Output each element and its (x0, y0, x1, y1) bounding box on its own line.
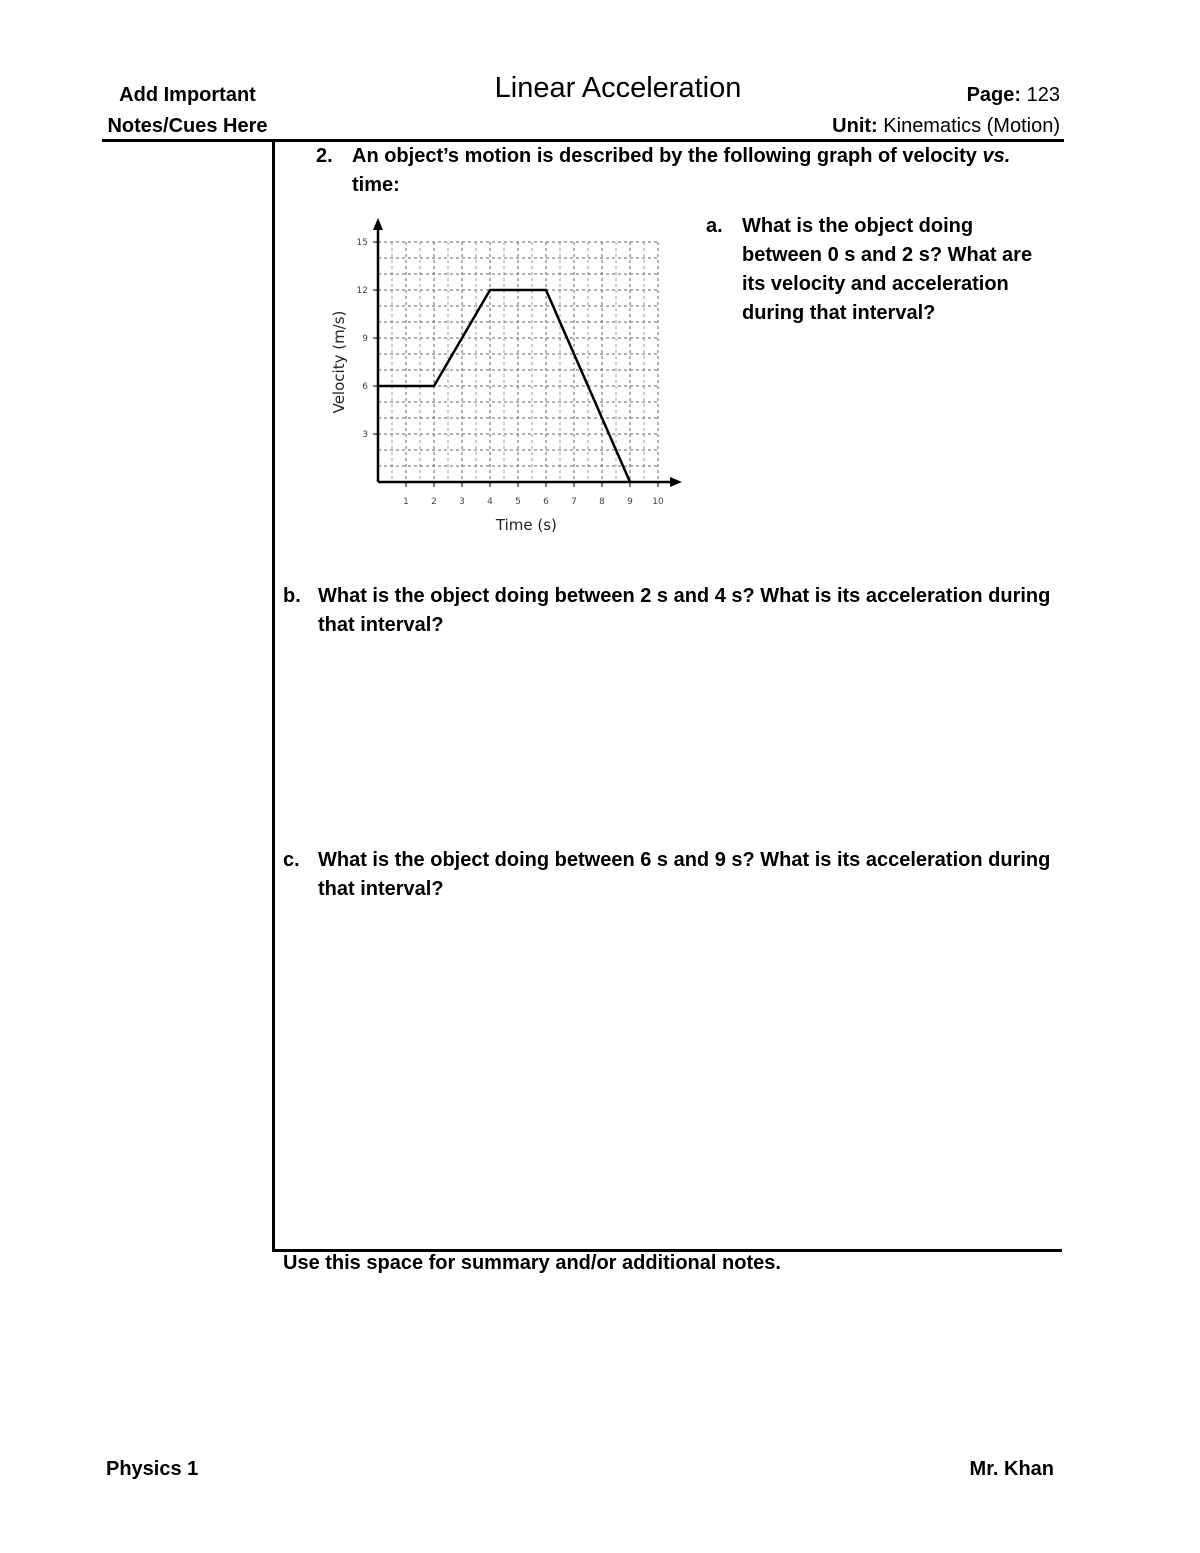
y-axis-label: Velocity (m/s) (330, 310, 348, 414)
y-tick-label: 9 (362, 334, 368, 344)
part-c-letter: c. (283, 849, 300, 871)
x-tick-label: 1 (403, 497, 409, 507)
x-tick-label: 8 (599, 497, 605, 507)
x-tick-label: 7 (571, 497, 577, 507)
question-number: 2. (316, 145, 333, 167)
part-c (283, 846, 1073, 904)
question-2-line1: An object’s motion is described by the following graph of velocity (352, 145, 983, 167)
y-tick-label: 12 (356, 286, 368, 296)
notes-cues-line2: Notes/Cues Here (107, 115, 268, 137)
page-info (832, 80, 1060, 142)
unit-label: Unit: (832, 115, 878, 137)
y-tick-label: 15 (356, 238, 368, 248)
cue-column-rule (272, 141, 275, 1252)
question-2 (316, 142, 1036, 200)
part-c-line1: What is the object doing between 6 s and 9 s? What is its acceleration during (318, 849, 1051, 871)
page-number: 123 (1026, 84, 1060, 106)
part-a-letter: a. (706, 215, 723, 237)
x-axis-arrow (670, 477, 682, 487)
notes-cues-header (100, 80, 275, 142)
velocity-time-graph (320, 212, 700, 542)
page-title: Linear Acceleration (494, 72, 742, 104)
x-tick-label: 4 (487, 497, 493, 507)
x-tick-label: 3 (459, 497, 465, 507)
part-a-line: What is the object doing (742, 215, 974, 237)
part-a-line: between 0 s and 2 s? What are (742, 244, 1033, 266)
footer-course: Physics 1 (106, 1458, 199, 1480)
x-tick-label: 5 (515, 497, 521, 507)
part-a-line: its velocity and acceleration (742, 273, 1009, 295)
x-axis-label: Time (s) (495, 516, 557, 534)
part-b-line1: What is the object doing between 2 s and 4 s? What is its acceleration during (318, 585, 1051, 607)
question-2-line2: time: (352, 174, 400, 196)
vs-text: vs. (982, 145, 1011, 167)
page-label: Page: (966, 84, 1022, 106)
x-tick-label: 2 (431, 497, 437, 507)
part-b-letter: b. (283, 585, 301, 607)
unit-name: Kinematics (Motion) (883, 115, 1060, 137)
y-tick-label: 6 (362, 382, 368, 392)
x-tick-label: 9 (627, 497, 633, 507)
part-c-line2: that interval? (318, 878, 444, 900)
part-a-line: during that interval? (742, 302, 936, 324)
summary-prompt: Use this space for summary and/or additional notes. (283, 1252, 781, 1274)
x-tick-label: 6 (543, 497, 549, 507)
part-b-line2: that interval? (318, 614, 444, 636)
part-b (283, 582, 1073, 640)
x-tick-label: 10 (652, 497, 664, 507)
footer-teacher: Mr. Khan (969, 1458, 1054, 1480)
y-tick-label: 3 (362, 430, 368, 440)
part-a (706, 212, 1056, 328)
notes-cues-line1: Add Important (119, 84, 256, 106)
y-axis-arrow (373, 218, 383, 230)
